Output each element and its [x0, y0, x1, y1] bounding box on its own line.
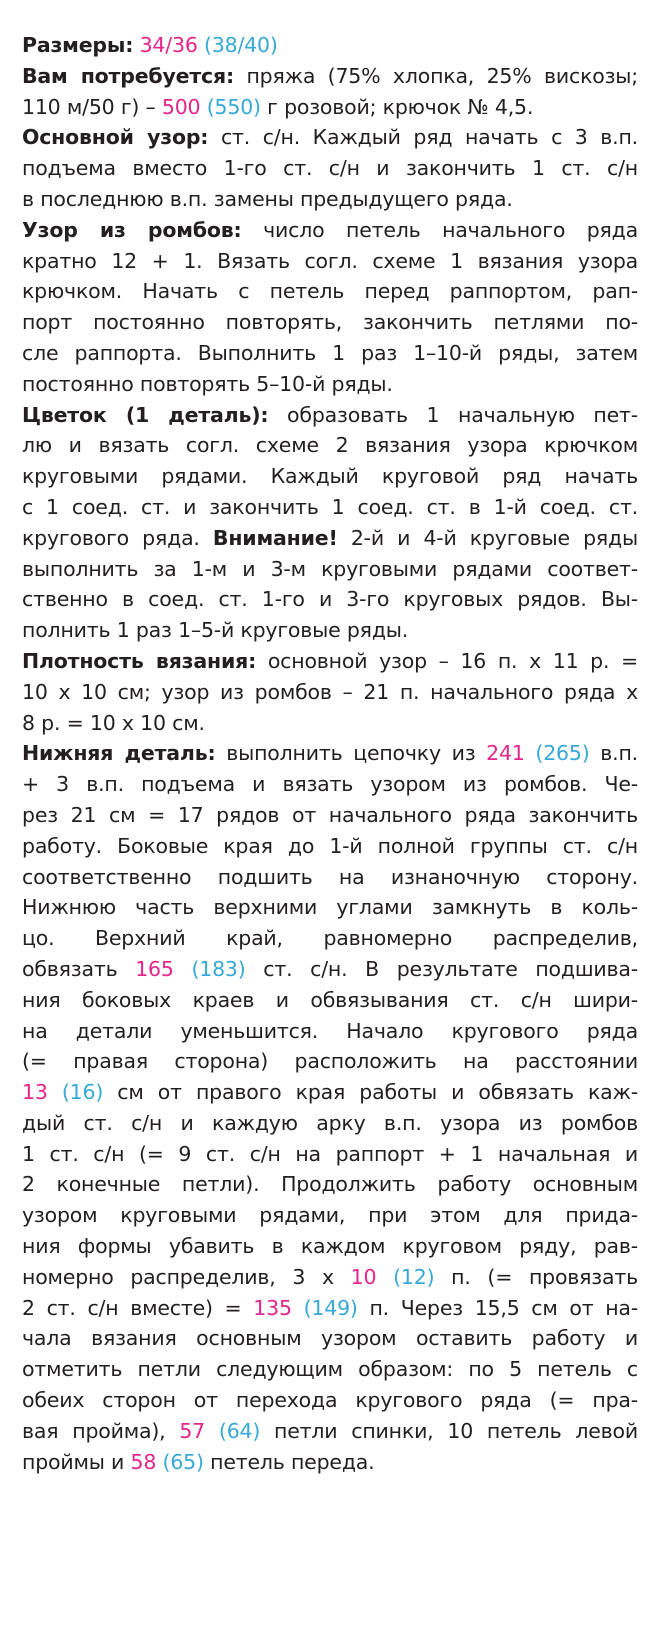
- text-run: петель переда.: [203, 1449, 375, 1474]
- text-run: работу. Боковые края до 1-й полной группы ст. с/н: [22, 833, 638, 858]
- text-run: кратно 12 + 1. Вязать согл. схеме 1 вязания узора: [22, 248, 638, 273]
- text-line: [22, 1354, 638, 1385]
- text-line: [22, 1231, 638, 1262]
- text-line: [22, 30, 638, 61]
- section-label: Цветок (1 деталь):: [22, 402, 269, 427]
- text-run: [376, 1265, 393, 1289]
- text-run: рез 21 см = 17 рядов от начального ряда закончить: [22, 802, 638, 827]
- section-label: Нижняя деталь:: [22, 741, 216, 766]
- size-value-small: 13: [22, 1080, 48, 1105]
- text-run: п. Через 15,5 см от на-: [357, 1295, 638, 1320]
- text-run: обвязать: [22, 956, 136, 981]
- text-run: г розовой; крючок № 4,5.: [260, 94, 534, 119]
- size-value-small: 241: [486, 741, 525, 766]
- size-value-large: (64): [218, 1418, 261, 1443]
- section-label: Основной узор:: [22, 125, 209, 150]
- paragraph-gauge: [22, 646, 638, 738]
- text-run: [48, 1080, 62, 1104]
- size-value-small: 165: [135, 956, 174, 981]
- text-line: [22, 831, 638, 862]
- text-run: [205, 1419, 219, 1443]
- text-line: [22, 1046, 638, 1077]
- text-line: [22, 184, 638, 215]
- text-run: узором круговыми рядами, при этом для прида-: [22, 1203, 638, 1228]
- text-line: [22, 1108, 638, 1139]
- text-run: вая пройма),: [22, 1418, 180, 1443]
- text-line: [22, 923, 638, 954]
- size-value-large: (16): [61, 1080, 104, 1105]
- paragraph-main-pattern: [22, 122, 638, 214]
- text-line: [22, 523, 638, 554]
- text-line: [22, 554, 638, 585]
- text-run: см от правого края работы и обвязать каж-: [103, 1080, 638, 1105]
- text-run: 1 ст. с/н (= 9 ст. с/н на раппорт + 1 начальная и: [22, 1141, 638, 1166]
- text-run: в последнюю в.п. замены предыдущего ряда.: [22, 186, 513, 211]
- text-run: постоянно повторять 5–10-й ряды.: [22, 371, 393, 396]
- text-run: [174, 957, 192, 981]
- text-run: лю и вязать согл. схеме 2 вязания узора крючком: [22, 433, 638, 458]
- text-run: порт постоянно повторять, закончить петлями по-: [22, 310, 638, 335]
- text-run: 10 х 10 см; узор из ромбов – 21 п. начального ряда х: [22, 679, 638, 704]
- text-run: 2 конечные петли). Продолжить работу основным: [22, 1172, 638, 1197]
- text-run: выполнить цепочку из: [215, 741, 487, 766]
- text-line: [22, 430, 638, 461]
- text-line: [22, 1447, 638, 1478]
- size-value-large: (149): [303, 1295, 358, 1320]
- section-label: Вам потребуется:: [22, 63, 234, 88]
- text-line: [22, 1262, 638, 1293]
- size-value-large: (65): [162, 1449, 204, 1474]
- text-run: круговыми рядами. Каждый круговой ряд начать: [22, 464, 638, 489]
- text-line: [22, 461, 638, 492]
- text-line: [22, 1077, 638, 1108]
- size-value-small: 135: [253, 1295, 292, 1320]
- text-run: в.п.: [589, 741, 638, 766]
- text-line: [22, 1385, 638, 1416]
- paragraph-flower: [22, 400, 638, 646]
- text-line: [22, 738, 638, 769]
- text-line: [22, 1416, 638, 1447]
- text-line: [22, 276, 638, 307]
- text-run: ст. с/н. Каждый ряд начать с 3 в.п.: [208, 125, 638, 150]
- text-line: [22, 769, 638, 800]
- text-line: [22, 122, 638, 153]
- text-line: [22, 1139, 638, 1170]
- text-run: (= правая сторона) расположить на расстоянии: [22, 1049, 638, 1074]
- paragraph-lower-part: [22, 738, 638, 1477]
- text-line: [22, 1016, 638, 1047]
- text-line: [22, 615, 638, 646]
- text-run: обеих сторон от перехода кругового ряда (= пра-: [22, 1388, 638, 1413]
- section-label: Узор из ромбов:: [22, 217, 242, 242]
- text-run: петли спинки, 10 петель левой: [260, 1418, 638, 1443]
- text-line: [22, 1293, 638, 1324]
- text-run: полнить 1 раз 1–5-й круговые ряды.: [22, 618, 409, 643]
- size-value-small: 500: [161, 94, 201, 119]
- text-run: 110 м/50 г) –: [22, 94, 162, 119]
- text-run: цо. Верхний край, равномерно распределив,: [22, 926, 638, 951]
- text-run: число петель начального ряда: [241, 217, 638, 242]
- text-run: ст. с/н. В результате подшива-: [245, 956, 638, 981]
- text-run: основной узор – 16 п. х 11 р. =: [256, 648, 638, 673]
- text-run: на детали уменьшится. Начало кругового ряда: [22, 1018, 638, 1043]
- size-value-large: (38/40): [203, 33, 278, 57]
- text-run: образовать 1 начальную пет-: [268, 402, 638, 427]
- text-run: + 3 в.п. подъема и вязать узором из ромбов. Че-: [22, 772, 638, 797]
- text-run: отметить петли следующим образом: по 5 петель с: [22, 1357, 638, 1382]
- text-line: [22, 369, 638, 400]
- size-value-large: (12): [393, 1264, 435, 1289]
- section-label: Плотность вязания:: [22, 648, 257, 673]
- text-line: [22, 400, 638, 431]
- text-line: [22, 492, 638, 523]
- section-label: Внимание!: [212, 525, 338, 550]
- text-line: [22, 61, 638, 92]
- paragraph-materials: [22, 61, 638, 123]
- size-value-small: 34/36: [139, 33, 198, 57]
- text-run: подъема вместо 1-го ст. с/н и закончить 1 ст. с/н: [22, 156, 638, 181]
- text-line: [22, 92, 638, 123]
- text-run: ния боковых краев и обвязывания ст. с/н шири-: [22, 987, 638, 1012]
- text-line: [22, 708, 638, 739]
- text-run: кругового ряда.: [22, 525, 213, 550]
- text-run: выполнить за 1-м и 3-м круговыми рядами соответ-: [22, 556, 638, 581]
- text-line: [22, 1200, 638, 1231]
- text-line: [22, 246, 638, 277]
- text-line: [22, 862, 638, 893]
- size-value-small: 57: [179, 1418, 206, 1443]
- paragraph-sizes: [22, 30, 638, 61]
- text-line: [22, 153, 638, 184]
- text-line: [22, 1323, 638, 1354]
- text-line: [22, 584, 638, 615]
- text-line: [22, 677, 638, 708]
- text-run: крючком. Начать с петель перед раппортом, рап-: [22, 279, 638, 304]
- text-run: [525, 741, 536, 765]
- text-run: Нижнюю часть верхними углами замкнуть в коль-: [22, 895, 638, 920]
- text-line: [22, 307, 638, 338]
- text-run: сле раппорта. Выполнить 1 раз 1–10-й ряды, затем: [22, 340, 638, 365]
- text-run: ственно в соед. ст. 1-го и 3-го круговых рядов. Вы-: [22, 587, 638, 612]
- text-run: п. (= провязать: [434, 1264, 638, 1289]
- text-line: [22, 338, 638, 369]
- text-run: с 1 соед. ст. и закончить 1 соед. ст. в 1-й соед. ст.: [22, 494, 638, 519]
- size-value-large: (550): [206, 94, 261, 119]
- text-run: пряжа (75% хлопка, 25% вискозы;: [233, 63, 638, 88]
- text-run: номерно распределив, 3 х: [22, 1264, 351, 1289]
- text-line: [22, 646, 638, 677]
- paragraph-diamond-pattern: [22, 215, 638, 400]
- knitting-instructions-document: [22, 30, 638, 1477]
- text-run: проймы и: [22, 1449, 131, 1474]
- text-run: 8 р. = 10 х 10 см.: [22, 710, 205, 735]
- text-run: [292, 1296, 304, 1320]
- section-label: Размеры:: [22, 33, 134, 57]
- text-line: [22, 954, 638, 985]
- size-value-small: 58: [130, 1449, 157, 1474]
- text-run: 2 ст. с/н вместе) =: [22, 1295, 254, 1320]
- text-run: ния формы убавить в каждом круговом ряду, рав-: [22, 1234, 638, 1259]
- text-line: [22, 800, 638, 831]
- size-value-large: (265): [535, 741, 590, 766]
- size-value-small: 10: [350, 1264, 377, 1289]
- text-run: 2-й и 4-й круговые ряды: [337, 525, 638, 550]
- text-line: [22, 892, 638, 923]
- text-run: дый ст. с/н и каждую арку в.п. узора из ромбов: [22, 1110, 638, 1135]
- size-value-large: (183): [191, 956, 246, 981]
- text-run: чала вязания основным узором оставить работу и: [22, 1326, 638, 1351]
- text-line: [22, 215, 638, 246]
- text-line: [22, 985, 638, 1016]
- text-line: [22, 1169, 638, 1200]
- text-run: соответственно подшить на изнаночную сторону.: [22, 864, 638, 889]
